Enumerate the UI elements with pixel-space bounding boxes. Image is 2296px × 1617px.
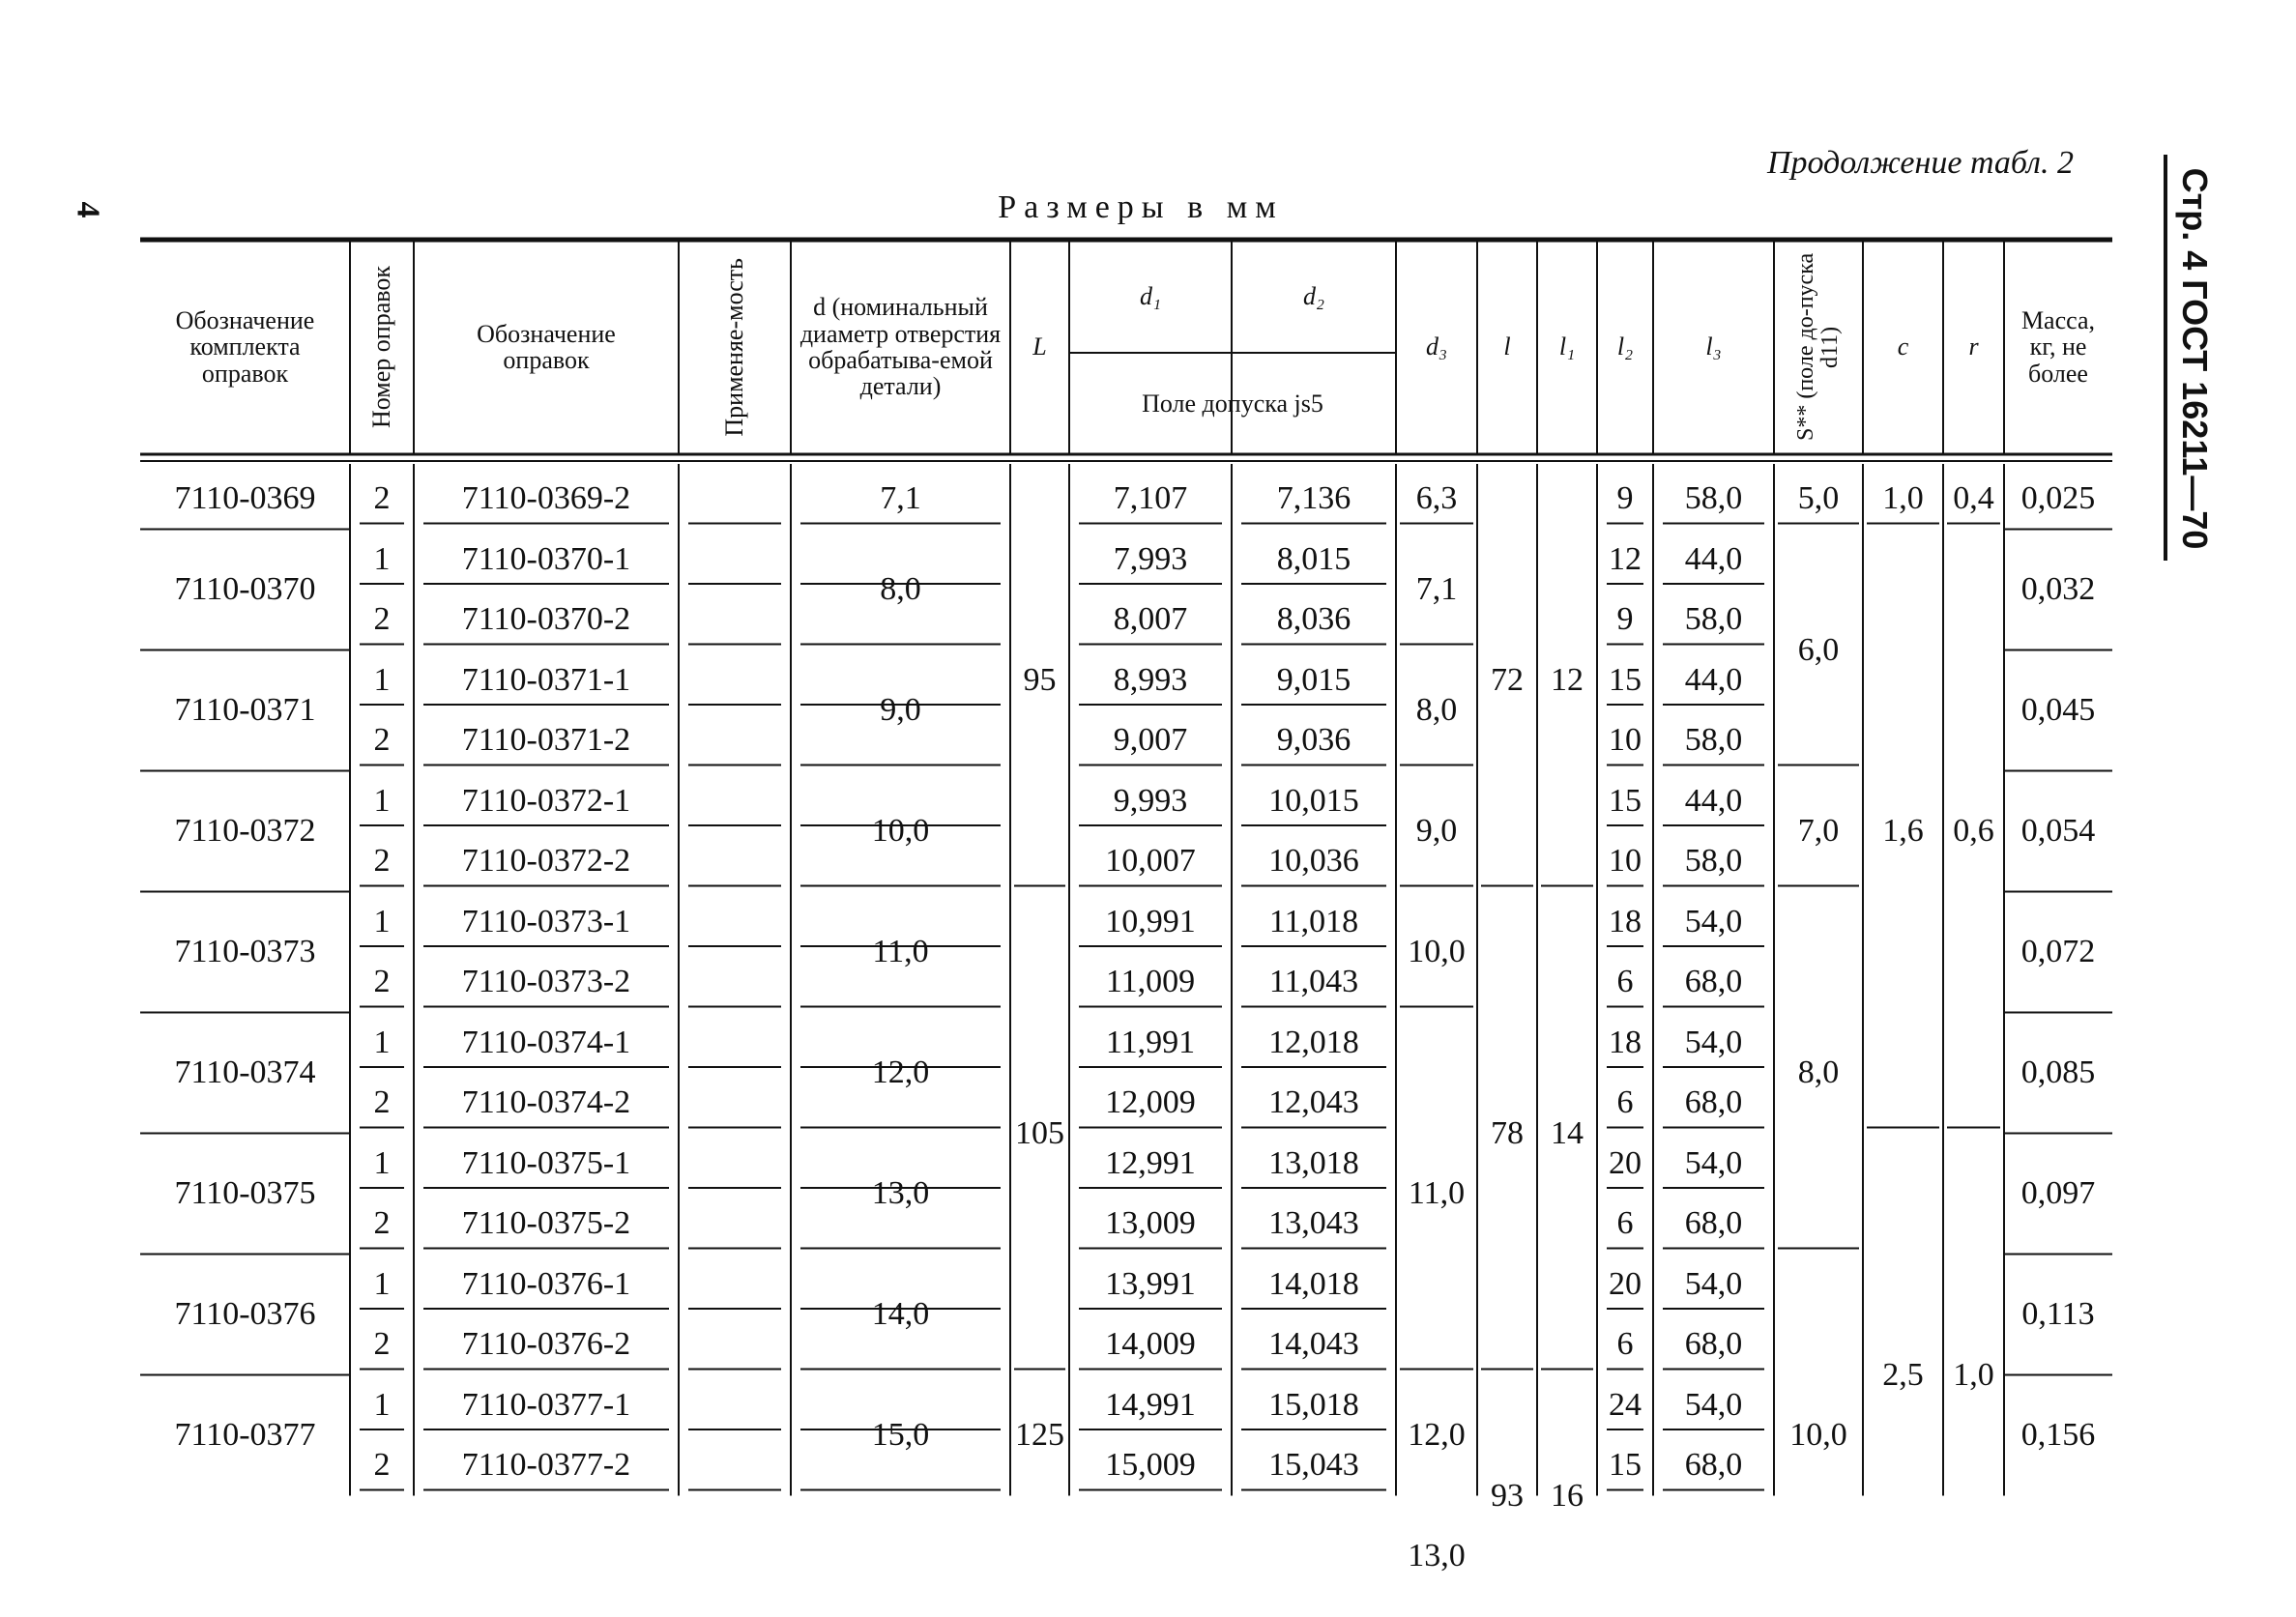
header-arbor-number-text: Номер оправок <box>367 266 396 428</box>
S-value: 6,0 <box>1797 631 1840 668</box>
nominal-diameter: 12,0 <box>871 1054 930 1091</box>
header-kit-designation: Обозначение комплекта оправок <box>175 306 315 388</box>
d1-value: 11,991 <box>1105 1024 1196 1060</box>
arbor-number: 1 <box>373 1024 391 1060</box>
header-d1: d₁ <box>1139 281 1162 310</box>
header-tolerance: Поле допуска js5 <box>1142 389 1323 418</box>
arbor-number: 1 <box>373 661 391 698</box>
l3-value: 44,0 <box>1684 782 1743 819</box>
l3-value: 44,0 <box>1684 661 1743 698</box>
arbor-designation: 7110-0374-2 <box>461 1084 631 1121</box>
arbor-designation: 7110-0377-2 <box>461 1447 631 1484</box>
kit-designation: 7110-0370 <box>174 571 316 608</box>
nominal-diameter: 14,0 <box>871 1296 930 1333</box>
kit-designation: 7110-0375 <box>174 1175 316 1212</box>
d1-value: 8,007 <box>1113 601 1188 638</box>
S-value: 10,0 <box>1789 1417 1847 1454</box>
arbor-designation: 7110-0369-2 <box>461 480 631 517</box>
arbor-designation: 7110-0376-2 <box>461 1326 631 1363</box>
d3-value: 8,0 <box>1415 692 1458 729</box>
d1-value: 10,991 <box>1105 903 1196 939</box>
d2-value: 8,036 <box>1276 601 1351 638</box>
arbor-designation: 7110-0370-1 <box>461 540 631 577</box>
mass-value: 0,085 <box>2020 1054 2096 1091</box>
arbor-number: 2 <box>373 480 391 517</box>
kit-designation: 7110-0376 <box>174 1296 316 1333</box>
l2-value: 20 <box>1609 1265 1642 1302</box>
arbor-number: 1 <box>373 1144 391 1181</box>
header-d: d (номинальный диаметр отверстия обрабатыва-емой детали) <box>799 293 1002 401</box>
kit-designation: 7110-0374 <box>174 1054 316 1091</box>
mass-value: 0,097 <box>2020 1175 2096 1212</box>
arbor-designation: 7110-0377-1 <box>461 1386 631 1423</box>
L-value: 95 <box>1023 661 1057 698</box>
d2-value: 15,043 <box>1268 1447 1359 1484</box>
d1-value: 7,993 <box>1113 540 1188 577</box>
r-value: 0,6 <box>1953 813 1994 850</box>
header-S <box>1774 240 1863 454</box>
arbor-number: 1 <box>373 903 391 939</box>
header-applicability <box>679 240 791 454</box>
l3-value: 68,0 <box>1684 1326 1743 1363</box>
d2-value: 9,036 <box>1276 722 1351 759</box>
d2-value: 7,136 <box>1276 480 1351 517</box>
arbor-number: 2 <box>373 964 391 1000</box>
l3-value: 54,0 <box>1684 1024 1743 1060</box>
nominal-diameter: 13,0 <box>871 1175 930 1212</box>
arbor-number: 2 <box>373 1084 391 1121</box>
l2-value: 20 <box>1609 1144 1642 1181</box>
d3-value: 10,0 <box>1408 934 1466 970</box>
d1-value: 11,009 <box>1105 964 1196 1000</box>
header-l1: l₁ <box>1558 332 1576 361</box>
l3-value: 68,0 <box>1684 1084 1743 1121</box>
d1-value: 8,993 <box>1113 661 1188 698</box>
d1-value: 10,007 <box>1105 843 1196 880</box>
l3-value: 54,0 <box>1684 1265 1743 1302</box>
d2-value: 10,015 <box>1268 782 1359 819</box>
d2-value: 12,043 <box>1268 1084 1359 1121</box>
arbor-designation: 7110-0373-1 <box>461 903 631 939</box>
l-value: 78 <box>1491 1114 1524 1151</box>
table-continuation-label: Продолжение табл. 2 <box>1766 145 2074 181</box>
arbor-designation: 7110-0371-2 <box>461 722 631 759</box>
arbor-designation: 7110-0375-1 <box>461 1144 631 1181</box>
l2-value: 15 <box>1609 1447 1642 1484</box>
l3-value: 58,0 <box>1684 601 1743 638</box>
d2-value: 13,043 <box>1268 1205 1359 1242</box>
d2-value: 10,036 <box>1268 843 1359 880</box>
arbor-designation: 7110-0374-1 <box>461 1024 631 1060</box>
nominal-diameter: 10,0 <box>871 813 930 850</box>
arbor-designation: 7110-0372-2 <box>461 843 631 880</box>
l-value: 93 <box>1491 1477 1524 1514</box>
header-arbor-number <box>350 240 414 454</box>
arbor-number: 1 <box>373 782 391 819</box>
arbor-number: 2 <box>373 1326 391 1363</box>
kit-designation: 7110-0373 <box>174 934 316 970</box>
page-number: 4 <box>70 201 106 218</box>
l2-value: 15 <box>1609 782 1642 819</box>
l1-value: 14 <box>1551 1114 1584 1151</box>
c-value: 1,6 <box>1882 813 1924 850</box>
l3-value: 68,0 <box>1684 1205 1743 1242</box>
l3-value: 68,0 <box>1684 964 1743 1000</box>
arbor-designation: 7110-0375-2 <box>461 1205 631 1242</box>
arbor-designation: 7110-0373-2 <box>461 964 631 1000</box>
l-value: 72 <box>1491 661 1524 698</box>
header-L: L <box>1032 332 1047 361</box>
l3-value: 54,0 <box>1684 1386 1743 1423</box>
arbor-designation: 7110-0370-2 <box>461 601 631 638</box>
l2-value: 6 <box>1616 1084 1634 1121</box>
header-applicability-text: Применяе-мость <box>720 257 749 437</box>
arbor-designation: 7110-0371-1 <box>461 661 631 698</box>
arbor-number: 1 <box>373 540 391 577</box>
header-mass: Масса, кг, не более <box>2020 306 2096 388</box>
nominal-diameter: 7,1 <box>880 480 921 517</box>
d2-value: 14,018 <box>1268 1265 1359 1302</box>
r-value: 1,0 <box>1953 1356 1994 1393</box>
l2-value: 15 <box>1609 661 1642 698</box>
d3-value: 12,0 <box>1408 1417 1466 1454</box>
kit-designation: 7110-0371 <box>174 692 316 729</box>
d2-value: 15,018 <box>1268 1386 1359 1423</box>
header-arbor-designation: Обозначение оправок <box>477 319 616 374</box>
d2-value: 12,018 <box>1268 1024 1359 1060</box>
L-value: 105 <box>1015 1114 1064 1151</box>
d1-value: 12,009 <box>1105 1084 1196 1121</box>
l3-value: 54,0 <box>1684 1144 1743 1181</box>
d3-value: 6,3 <box>1415 480 1458 517</box>
l2-value: 10 <box>1609 843 1642 880</box>
d2-value: 8,015 <box>1276 540 1351 577</box>
mass-value: 0,113 <box>2021 1296 2095 1333</box>
d2-value: 13,018 <box>1268 1144 1359 1181</box>
l2-value: 10 <box>1609 722 1642 759</box>
d2-value: 9,015 <box>1276 661 1351 698</box>
arbor-number: 2 <box>373 1205 391 1242</box>
d1-value: 13,009 <box>1105 1205 1196 1242</box>
l2-value: 6 <box>1616 964 1634 1000</box>
header-d2: d₂ <box>1302 281 1325 310</box>
nominal-diameter: 11,0 <box>872 934 929 970</box>
arbor-number: 2 <box>373 601 391 638</box>
d1-value: 9,007 <box>1113 722 1188 759</box>
S-value: 7,0 <box>1797 813 1840 850</box>
d1-value: 14,991 <box>1105 1386 1196 1423</box>
kit-designation: 7110-0377 <box>174 1417 316 1454</box>
d1-value: 9,993 <box>1113 782 1188 819</box>
d2-value: 11,043 <box>1268 964 1359 1000</box>
d1-value: 7,107 <box>1113 480 1188 517</box>
l2-value: 18 <box>1609 1024 1642 1060</box>
d3-value: 9,0 <box>1415 813 1458 850</box>
l2-value: 24 <box>1609 1386 1642 1423</box>
nominal-diameter: 8,0 <box>880 571 921 608</box>
d1-value: 13,991 <box>1105 1265 1196 1302</box>
d1-value: 12,991 <box>1105 1144 1196 1181</box>
l3-value: 44,0 <box>1684 540 1743 577</box>
l2-value: 9 <box>1616 601 1634 638</box>
nominal-diameter: 9,0 <box>880 692 921 729</box>
l2-value: 6 <box>1616 1326 1634 1363</box>
mass-value: 0,156 <box>2020 1417 2096 1454</box>
arbor-number: 2 <box>373 722 391 759</box>
mass-value: 0,045 <box>2020 692 2096 729</box>
l2-value: 6 <box>1616 1205 1634 1242</box>
d2-value: 14,043 <box>1268 1326 1359 1363</box>
arbor-number: 2 <box>373 1447 391 1484</box>
l3-value: 68,0 <box>1684 1447 1743 1484</box>
S-value: 5,0 <box>1797 480 1840 517</box>
d3-value: 7,1 <box>1415 571 1458 608</box>
mass-value: 0,054 <box>2020 813 2096 850</box>
header-l3: l₃ <box>1705 332 1722 361</box>
arbor-designation: 7110-0372-1 <box>461 782 631 819</box>
nominal-diameter: 15,0 <box>871 1417 930 1454</box>
d3-value: 11,0 <box>1408 1175 1466 1212</box>
mass-value: 0,025 <box>2020 480 2096 517</box>
d1-value: 14,009 <box>1105 1326 1196 1363</box>
l2-value: 9 <box>1616 480 1634 517</box>
side-title-text: Стр. 4 ГОСТ 16211—70 <box>2175 167 2215 550</box>
c-value: 2,5 <box>1882 1356 1924 1393</box>
header-r: r <box>1968 332 1979 361</box>
L-value: 125 <box>1015 1417 1064 1454</box>
l3-value: 58,0 <box>1684 843 1743 880</box>
l2-value: 12 <box>1609 540 1642 577</box>
l2-value: 18 <box>1609 903 1642 939</box>
r-value: 0,4 <box>1953 480 1994 517</box>
d2-value: 11,018 <box>1268 903 1359 939</box>
header-c: c <box>1897 332 1909 361</box>
mass-value: 0,032 <box>2020 571 2096 608</box>
l3-value: 58,0 <box>1684 722 1743 759</box>
l3-value: 54,0 <box>1684 903 1743 939</box>
mass-value: 0,072 <box>2020 934 2096 970</box>
S-value: 8,0 <box>1797 1054 1840 1091</box>
c-value: 1,0 <box>1882 480 1924 517</box>
l1-value: 16 <box>1551 1477 1584 1514</box>
header-l: l <box>1503 332 1511 361</box>
arbor-number: 1 <box>373 1386 391 1423</box>
l1-value: 12 <box>1551 661 1584 698</box>
kit-designation: 7110-0372 <box>174 813 316 850</box>
dimensions-caption: Размеры в мм <box>998 189 1284 225</box>
kit-designation: 7110-0369 <box>174 480 316 517</box>
l3-value: 58,0 <box>1684 480 1743 517</box>
arbor-number: 1 <box>373 1265 391 1302</box>
header-d3: d₃ <box>1425 332 1448 361</box>
d3-value: 13,0 <box>1408 1538 1466 1574</box>
header-l2: l₂ <box>1616 332 1634 361</box>
arbor-number: 2 <box>373 843 391 880</box>
d1-value: 15,009 <box>1105 1447 1196 1484</box>
header-S-text: S** (поле до-пуска d11) <box>1792 252 1843 442</box>
arbor-designation: 7110-0376-1 <box>461 1265 631 1302</box>
